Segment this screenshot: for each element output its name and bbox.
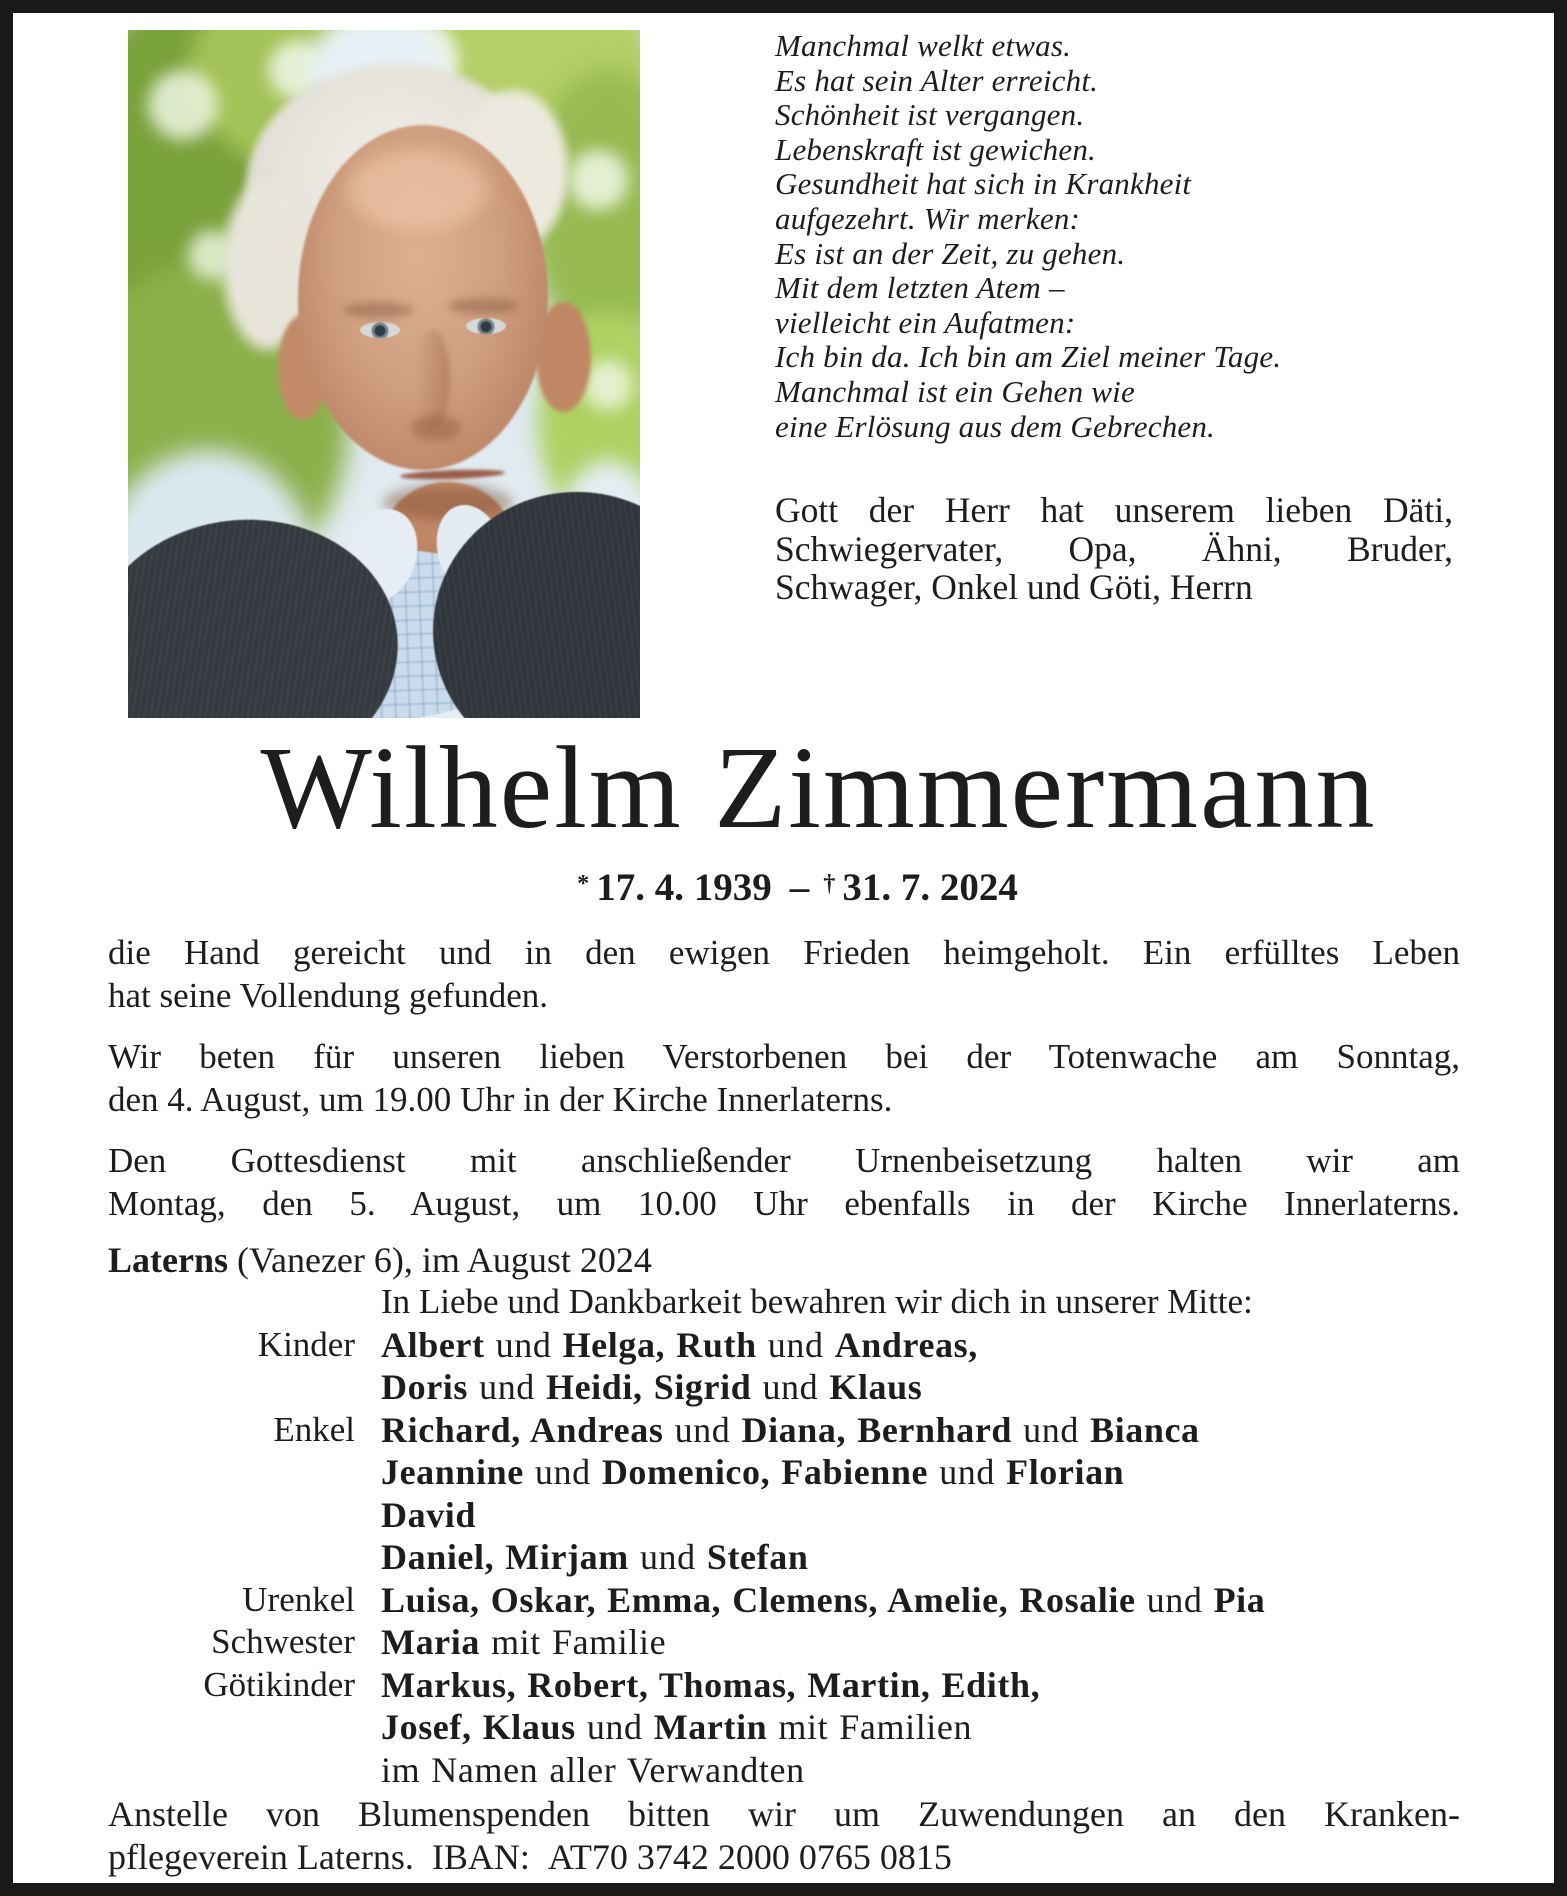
- text-run: pflegeverein Laterns. IBAN: AT70 3742 2000 0765 0815: [108, 1837, 952, 1877]
- name-bold: Doris: [381, 1367, 468, 1407]
- text-run: und: [523, 1452, 602, 1492]
- text-line: [381, 1366, 1460, 1409]
- name-bold: Pia: [1213, 1579, 1266, 1620]
- photo-light-spot: [583, 360, 633, 410]
- text-line: [775, 306, 1475, 341]
- text-line: [381, 1621, 1460, 1664]
- family-names: [381, 1664, 1460, 1792]
- text-run: Lebenskraft ist gewichen.: [775, 131, 1096, 167]
- text-run: Gesundheit hat sich in Krankheit: [775, 166, 1192, 202]
- text-line: [775, 340, 1475, 375]
- name-bold: Markus, Robert, Thomas, Martin, Edith,: [381, 1664, 1041, 1705]
- text-line: [775, 271, 1475, 306]
- life-dates: [13, 865, 1554, 910]
- photo-light-spot: [568, 150, 628, 210]
- text-run: und: [575, 1707, 654, 1747]
- text-line: [775, 491, 1453, 530]
- name-bold: Luisa, Oskar, Emma, Clemens, Amelie, Rosalie: [381, 1579, 1136, 1620]
- family-relation-label: Kinder: [257, 1324, 355, 1364]
- text-line: [381, 1324, 1460, 1367]
- dates-separator: –: [789, 866, 810, 909]
- name-bold: Helga, Ruth: [562, 1324, 757, 1365]
- text-line: [381, 1664, 1460, 1707]
- text-run: Manchmal welkt etwas.: [775, 28, 1072, 63]
- deceased-name: Wilhelm Zimmermann: [260, 722, 1377, 853]
- photo-eyebrow: [343, 302, 413, 318]
- text-line: [775, 29, 1475, 64]
- text-run: und: [751, 1367, 830, 1407]
- text-line: [381, 1494, 1460, 1537]
- family-names: [381, 1409, 1460, 1579]
- text-run: Montag, den 5. August, um 10.00 Uhr ebenfalls in der Kirche Innerlaterns.: [108, 1184, 1460, 1223]
- text-line: [108, 1182, 1460, 1225]
- text-run: und: [1012, 1409, 1091, 1450]
- portrait-photo: [128, 30, 640, 718]
- family-names: [381, 1621, 1460, 1664]
- text-run: Anstelle von Blumenspenden bitten wir um Zuwendungen an den Kranken-: [108, 1794, 1460, 1834]
- birth-date: 17. 4. 1939: [596, 866, 772, 909]
- text-line: [775, 64, 1475, 99]
- text-run: Es hat sein Alter erreicht.: [775, 62, 1099, 98]
- name-bold: Klaus: [829, 1367, 923, 1407]
- name-bold: Andreas,: [834, 1324, 978, 1365]
- dateline-rest: (Vanezer 6), im August 2024: [228, 1240, 652, 1280]
- text-run: Schwiegervater, Opa, Ähni, Bruder,: [775, 528, 1453, 569]
- family-rows: [108, 1324, 1460, 1792]
- donation-paragraph: [108, 1793, 1460, 1879]
- text-run: den 4. August, um 19.00 Uhr in der Kirche Innerlaterns.: [108, 1080, 893, 1119]
- photo-nose-shadow: [411, 415, 461, 441]
- family-row: [108, 1621, 1460, 1664]
- text-line: [775, 410, 1475, 445]
- text-line: [108, 1035, 1460, 1078]
- name-bold: Albert: [381, 1324, 485, 1365]
- photo-light-spot: [148, 70, 218, 140]
- text-run: Es ist an der Zeit, zu gehen.: [775, 235, 1126, 271]
- photo-eye: [360, 322, 400, 338]
- memorial-poem: [775, 29, 1475, 444]
- name-bold: Maria: [381, 1622, 480, 1662]
- death-date: 31. 7. 2024: [842, 866, 1018, 909]
- text-line: [775, 530, 1453, 569]
- body-paragraph-1: [108, 931, 1460, 1017]
- family-relation-label: Urenkel: [242, 1579, 355, 1619]
- text-run: Wir beten für unseren lieben Verstorbenen bei der Totenwache am Sonntag,: [108, 1037, 1460, 1076]
- opening-paragraph: [775, 491, 1453, 607]
- text-line: [381, 1451, 1460, 1494]
- family-row: [108, 1324, 1460, 1409]
- text-line: [381, 1749, 1460, 1792]
- name-bold: Richard, Andreas: [381, 1409, 664, 1450]
- text-line: [108, 931, 1460, 974]
- text-run: und: [663, 1409, 742, 1450]
- text-line: [775, 375, 1475, 410]
- family-relation-label: Götikinder: [203, 1664, 355, 1704]
- text-run: hat seine Vollendung gefunden.: [108, 976, 549, 1015]
- family-row: [108, 1579, 1460, 1622]
- text-run: Gott der Herr hat unserem lieben Däti,: [775, 490, 1453, 530]
- text-run: mit Familie: [479, 1622, 667, 1662]
- text-line: [108, 974, 1460, 1017]
- text-run: und: [756, 1324, 835, 1365]
- text-run: und: [484, 1324, 563, 1365]
- text-run: und: [1135, 1579, 1214, 1620]
- family-intro: In Liebe und Dankbarkeit bewahren wir dich in unserer Mitte:: [381, 1282, 1253, 1321]
- name-bold: Heidi, Sigrid: [546, 1367, 752, 1407]
- text-line: [108, 1793, 1460, 1836]
- text-run: Ich bin da. Ich bin am Ziel meiner Tage.: [775, 339, 1282, 375]
- family-row: [108, 1664, 1460, 1792]
- text-line: [775, 202, 1475, 237]
- death-symbol: †: [823, 870, 836, 897]
- text-line: [108, 1836, 1460, 1879]
- family-relation-label: Enkel: [273, 1409, 355, 1449]
- family-names: [381, 1324, 1460, 1409]
- name-bold: Florian: [1006, 1452, 1125, 1492]
- birth-symbol: *: [577, 870, 590, 897]
- photo-eye: [466, 318, 506, 334]
- text-run: aufgezehrt. Wir merken:: [775, 200, 1081, 236]
- name-bold: Martin: [653, 1707, 768, 1747]
- family-relation-label: Schwester: [211, 1622, 355, 1661]
- family-section: [108, 1281, 1460, 1791]
- name-bold: Daniel, Mirjam: [381, 1537, 629, 1577]
- text-run: und: [468, 1367, 546, 1407]
- text-line: [381, 1579, 1460, 1622]
- text-run: die Hand gereicht und in den ewigen Frieden heimgeholt. Ein erfülltes Leben: [108, 933, 1460, 972]
- name-bold: David: [381, 1494, 477, 1535]
- text-run: eine Erlösung aus dem Gebrechen.: [775, 408, 1216, 444]
- photo-mouth: [400, 468, 505, 481]
- text-run: und: [928, 1452, 1007, 1492]
- text-line: [775, 167, 1475, 202]
- text-line: [108, 1139, 1460, 1182]
- name-bold: Domenico, Fabienne: [601, 1452, 929, 1492]
- text-run: im Namen aller Verwandten: [381, 1749, 805, 1790]
- text-run: vielleicht ein Aufatmen:: [775, 304, 1076, 340]
- name-bold: Diana, Bernhard: [741, 1409, 1013, 1450]
- text-run: Schönheit ist vergangen.: [775, 97, 1085, 133]
- family-row: [108, 1409, 1460, 1579]
- name-bold: Bianca: [1090, 1409, 1200, 1450]
- text-line: [108, 1078, 1460, 1121]
- text-run: Schwager, Onkel und Göti, Herrn: [775, 567, 1253, 607]
- place-name: Laterns: [108, 1240, 228, 1280]
- text-run: und: [628, 1537, 707, 1577]
- text-line: [775, 237, 1475, 272]
- text-run: Mit dem letzten Atem –: [775, 270, 1065, 306]
- name-bold: Josef, Klaus: [381, 1707, 576, 1747]
- text-line: [381, 1536, 1460, 1579]
- text-run: Den Gottesdienst mit anschließender Urnenbeisetzung halten wir am: [108, 1141, 1460, 1180]
- name-bold: Jeannine: [381, 1452, 524, 1492]
- name-bold: Stefan: [706, 1537, 809, 1577]
- text-line: [775, 133, 1475, 168]
- text-run: Manchmal ist ein Gehen wie: [775, 373, 1135, 409]
- text-line: [775, 568, 1453, 607]
- body-paragraph-2: [108, 1035, 1460, 1121]
- body-paragraph-3: [108, 1139, 1460, 1225]
- text-run: mit Familien: [767, 1707, 973, 1747]
- photo-eyebrow: [448, 298, 518, 314]
- text-line: [381, 1706, 1460, 1749]
- photo-face-highlight: [348, 150, 488, 230]
- family-names: [381, 1579, 1460, 1622]
- text-line: [381, 1409, 1460, 1452]
- text-line: [775, 98, 1475, 133]
- place-dateline: [108, 1239, 652, 1281]
